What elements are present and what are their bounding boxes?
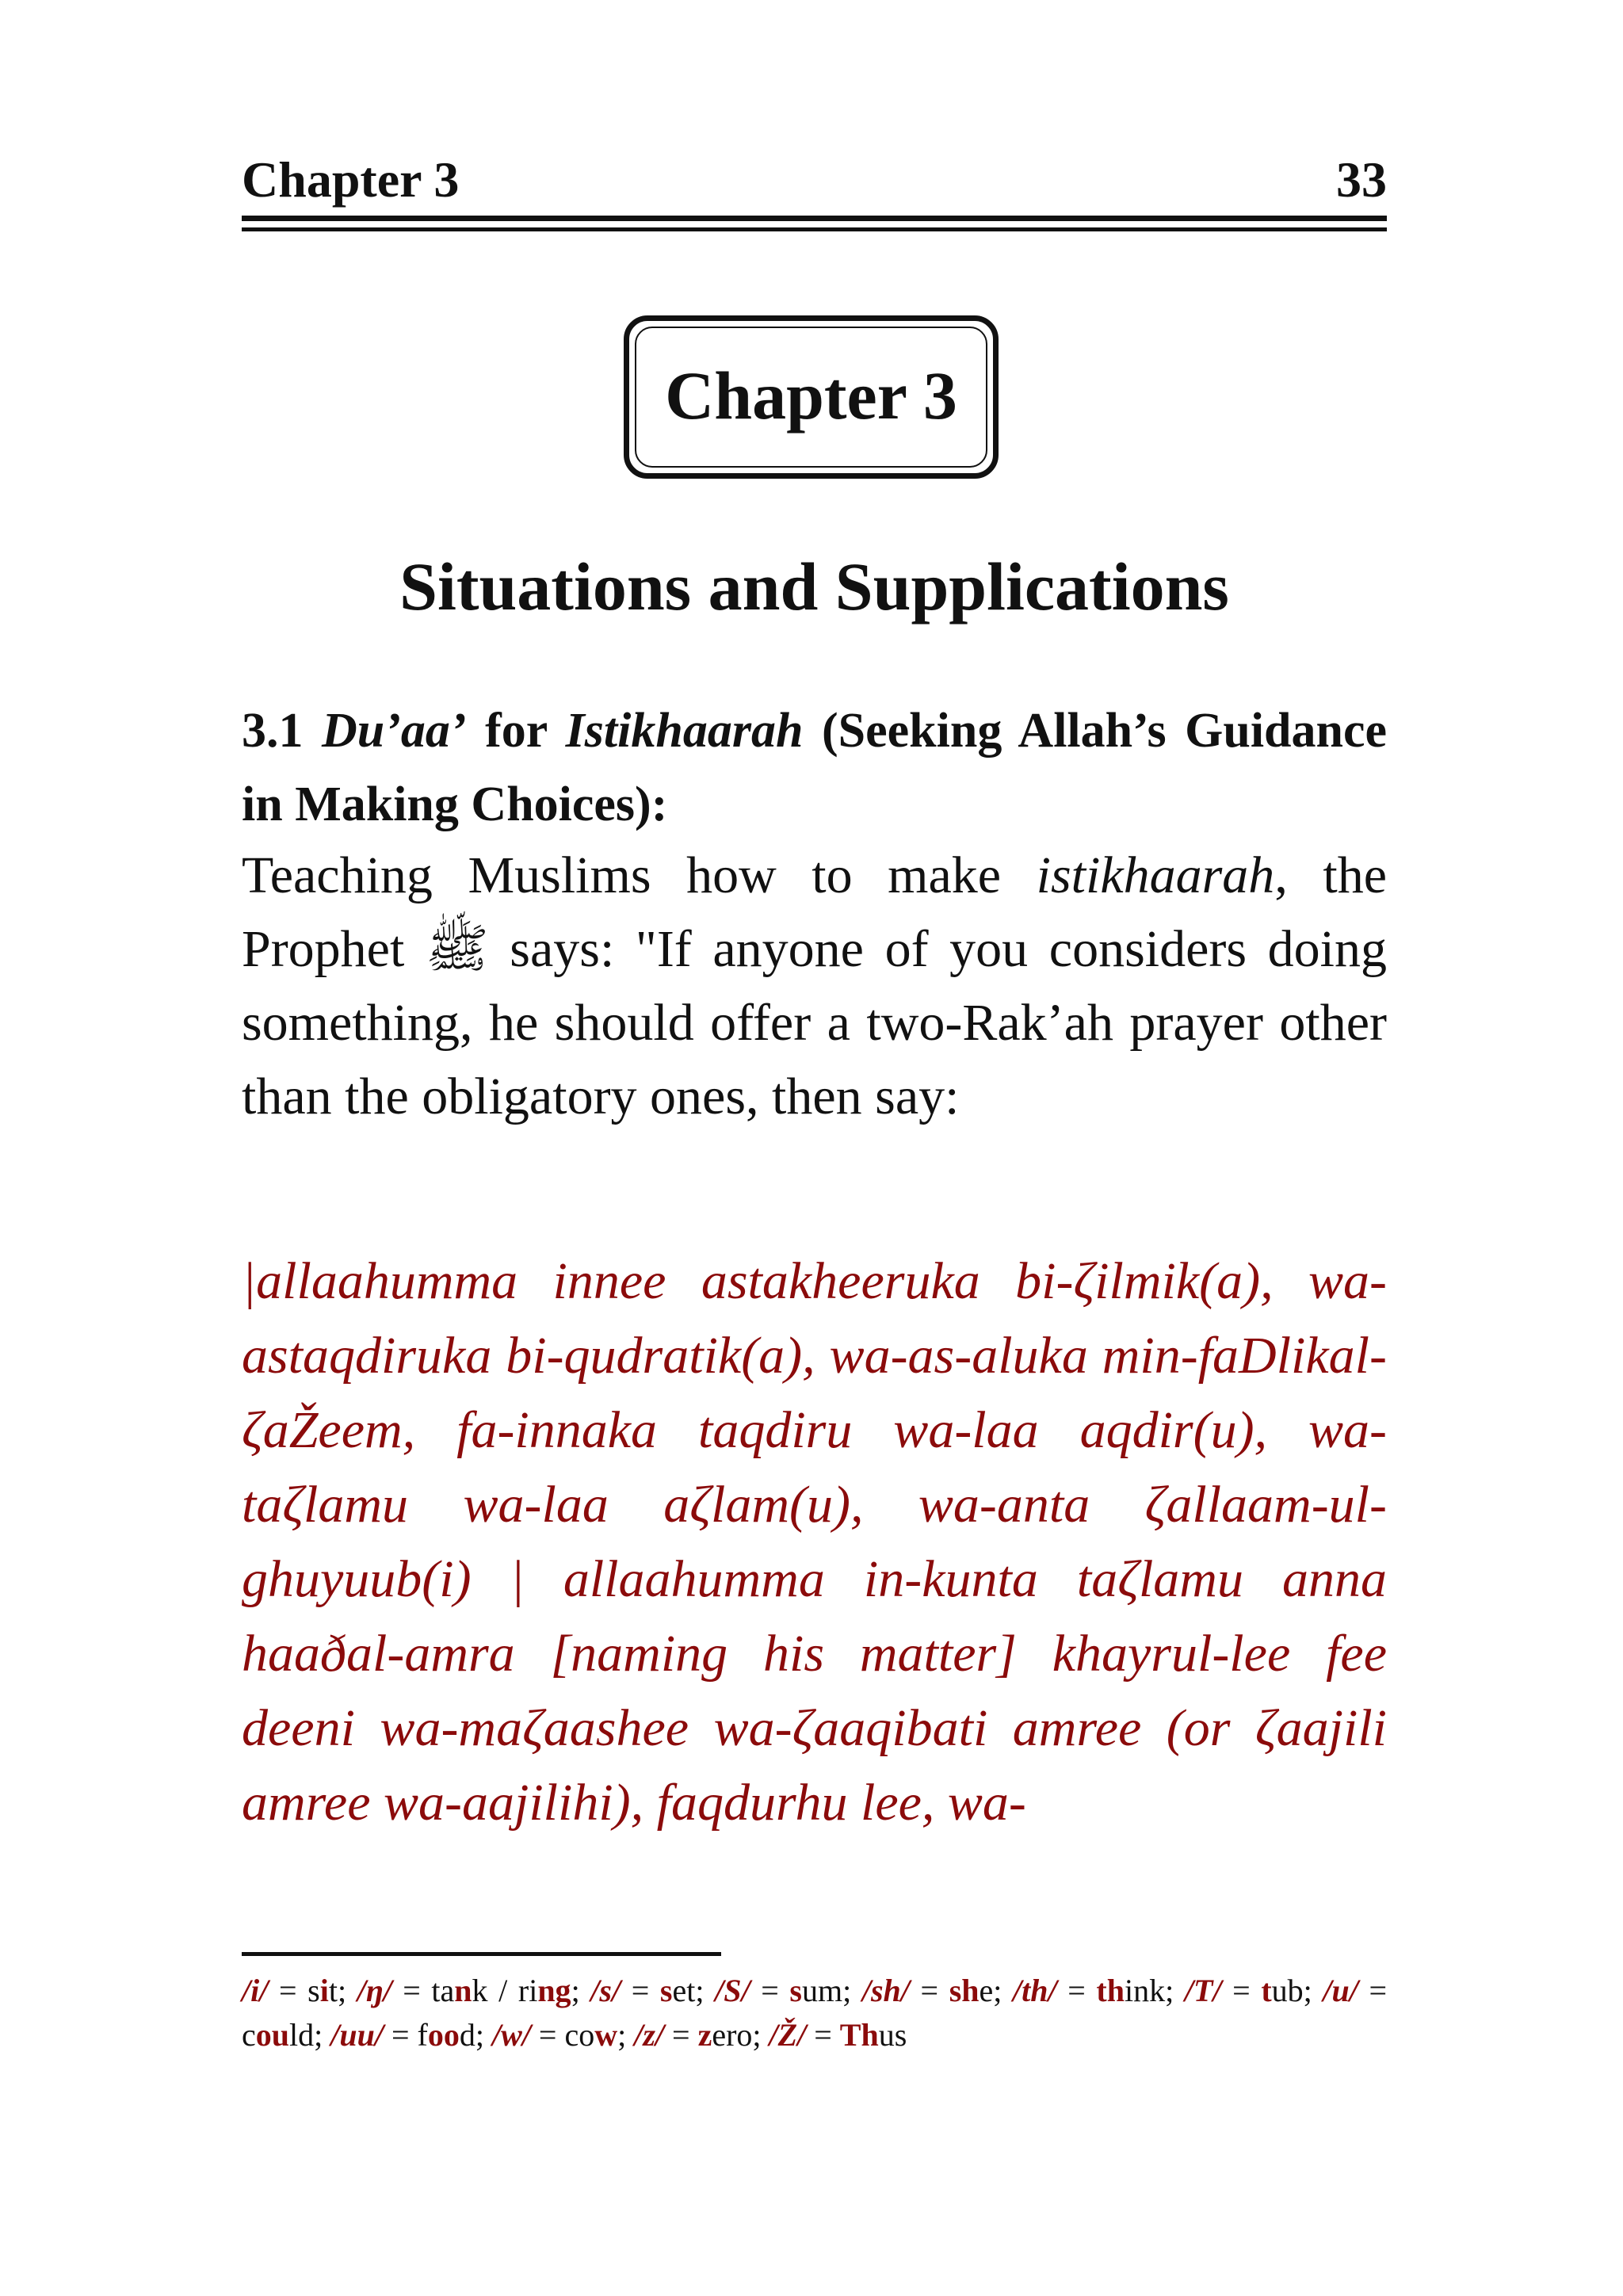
footnote-item [330, 2017, 492, 2053]
footnote-example-highlight: ng [537, 1973, 571, 2008]
footnote-example: c [242, 2017, 256, 2053]
footnote-example-highlight: n [454, 1973, 472, 2008]
footnote-item [1185, 1973, 1323, 2008]
footnote-symbol: /uu/ [330, 2017, 384, 2053]
footnote-key [242, 1969, 1387, 2057]
footnote-equals: = [530, 2017, 565, 2053]
footnote-item [769, 2017, 907, 2053]
footnote-example: t; [328, 1973, 357, 2008]
footnote-example-highlight: w [594, 2017, 618, 2053]
footnote-example-highlight: ou [255, 2017, 290, 2053]
chapter-box [624, 315, 999, 479]
footnote-equals: = [664, 2017, 698, 2053]
footnote-example-highlight: Th [839, 2017, 879, 2053]
subheading-number: 3.1 [242, 704, 304, 758]
footnote-item [590, 1973, 715, 2008]
footnote-example: co [564, 2017, 595, 2053]
footnote-item [862, 1973, 1013, 2008]
footnote-example-highlight: oo [427, 2017, 460, 2053]
header-rule-thick [242, 216, 1387, 221]
footnote-example: ld; [289, 2017, 331, 2053]
footnote-symbol: /th/ [1013, 1973, 1057, 2008]
footnote-example: um; [801, 1973, 862, 2008]
footnote-item [242, 1973, 357, 2008]
footnote-symbol: /sh/ [861, 1973, 910, 2008]
footnote-symbol: /u/ [1323, 1973, 1358, 2008]
footnote-item [715, 1973, 862, 2008]
prophet-honorific-icon: ﷺ [425, 920, 489, 978]
footnote-symbol: /w/ [491, 2017, 531, 2053]
running-header [242, 151, 1387, 206]
footnote-symbol: /Ž/ [769, 2017, 807, 2053]
footnote-example: ero; [712, 2017, 769, 2053]
footnote-equals: = [1358, 1973, 1388, 2008]
footnote-equals: = [268, 1973, 308, 2008]
footnote-example: e; [979, 1973, 1013, 2008]
footnote-equals: = [1221, 1973, 1262, 2008]
body-part1: Teaching Muslims how to make [242, 846, 1037, 904]
footnote-example: us [878, 2017, 907, 2053]
subheading-rest: (Seeking Allah’s Guidance in Making Choices): [242, 704, 1388, 831]
footnote-item [1013, 1973, 1185, 2008]
footnote-symbol: /s/ [590, 1973, 621, 2008]
footnote-example: s [307, 1973, 320, 2008]
footnote-example: et; [672, 1973, 716, 2008]
footnote-item [492, 2017, 634, 2053]
subheading-for: for [485, 704, 548, 758]
footnote-equals: = [806, 2017, 840, 2053]
dua-transliteration: |allaahumma innee astakheeruka bi-ζilmik(a), wa-astaqdiruka bi-qudratik(a), wa-as-aluka min-faDlikal-ζaŽeem, fa-innaka taqdiru wa-laa aqdir(u), wa-taζlamu wa-laa aζlam(u), wa-anta ζallaam-ul-ghuyuub(i) | allaahumma in-kunta taζlamu anna haaðal-amra [naming his matter] khayrul-lee fee deeni wa-maζaashee wa-ζaaqibati amree (or ζaajili amree wa-aajilihi), faqdurhu lee, wa- [242, 1252, 1387, 1832]
footnote-item [634, 2017, 769, 2053]
body-italic-word: istikhaarah [1036, 846, 1275, 904]
footnote-equals: = [621, 1973, 660, 2008]
footnote-symbol: /S/ [715, 1973, 750, 2008]
footnote-equals: = [750, 1973, 790, 2008]
footnote-example: f [417, 2017, 428, 2053]
footnote-example-highlight: z [697, 2017, 712, 2053]
header-chapter: Chapter 3 [242, 151, 460, 208]
footnote-symbol: /T/ [1184, 1973, 1222, 2008]
body-paragraph [242, 839, 1387, 1133]
footnote-equals: = [391, 1973, 432, 2008]
footnote-symbol: /z/ [634, 2017, 665, 2053]
footnote-example-highlight: s [789, 1973, 802, 2008]
footnote-example: ta [431, 1973, 455, 2008]
body-part3: says: "If anyone of you considers doing something, he should offer a two-Rak’ah prayer other than the obligatory ones, then say: [242, 920, 1387, 1125]
body-part2: , the Prophet [242, 846, 1387, 978]
footnote-symbol: /i/ [242, 1973, 269, 2008]
subheading-term-duaa: Du’aa’ [322, 704, 467, 758]
footnote-equals: = [383, 2017, 418, 2053]
subheading [242, 694, 1387, 842]
footnote-example: k / ri [472, 1973, 538, 2008]
footnote-example-highlight: th [1096, 1973, 1125, 2008]
footnote-example: ; [571, 1973, 591, 2008]
footnote-example-highlight: t [1261, 1973, 1272, 2008]
section-title: Situations and Supplications [399, 548, 1229, 625]
footnote-example: ub; [1271, 1973, 1323, 2008]
footnote-example: ; [617, 2017, 635, 2053]
footnote-example-highlight: sh [949, 1973, 980, 2008]
footnote-rule [242, 1952, 721, 1956]
subheading-term-istikhaarah: Istikhaarah [565, 704, 804, 758]
footnote-example-highlight: i [319, 1973, 329, 2008]
footnote-equals: = [909, 1973, 949, 2008]
header-rule-thin [242, 227, 1387, 231]
footnote-example-highlight: s [659, 1973, 673, 2008]
chapter-label: Chapter 3 [665, 357, 957, 434]
footnote-example: ink; [1124, 1973, 1185, 2008]
footnote-example: d; [459, 2017, 492, 2053]
footnote-item [357, 1973, 591, 2008]
page-number: 33 [1336, 151, 1387, 208]
footnote-symbol: /ŋ/ [357, 1973, 392, 2008]
footnote-equals: = [1056, 1973, 1097, 2008]
